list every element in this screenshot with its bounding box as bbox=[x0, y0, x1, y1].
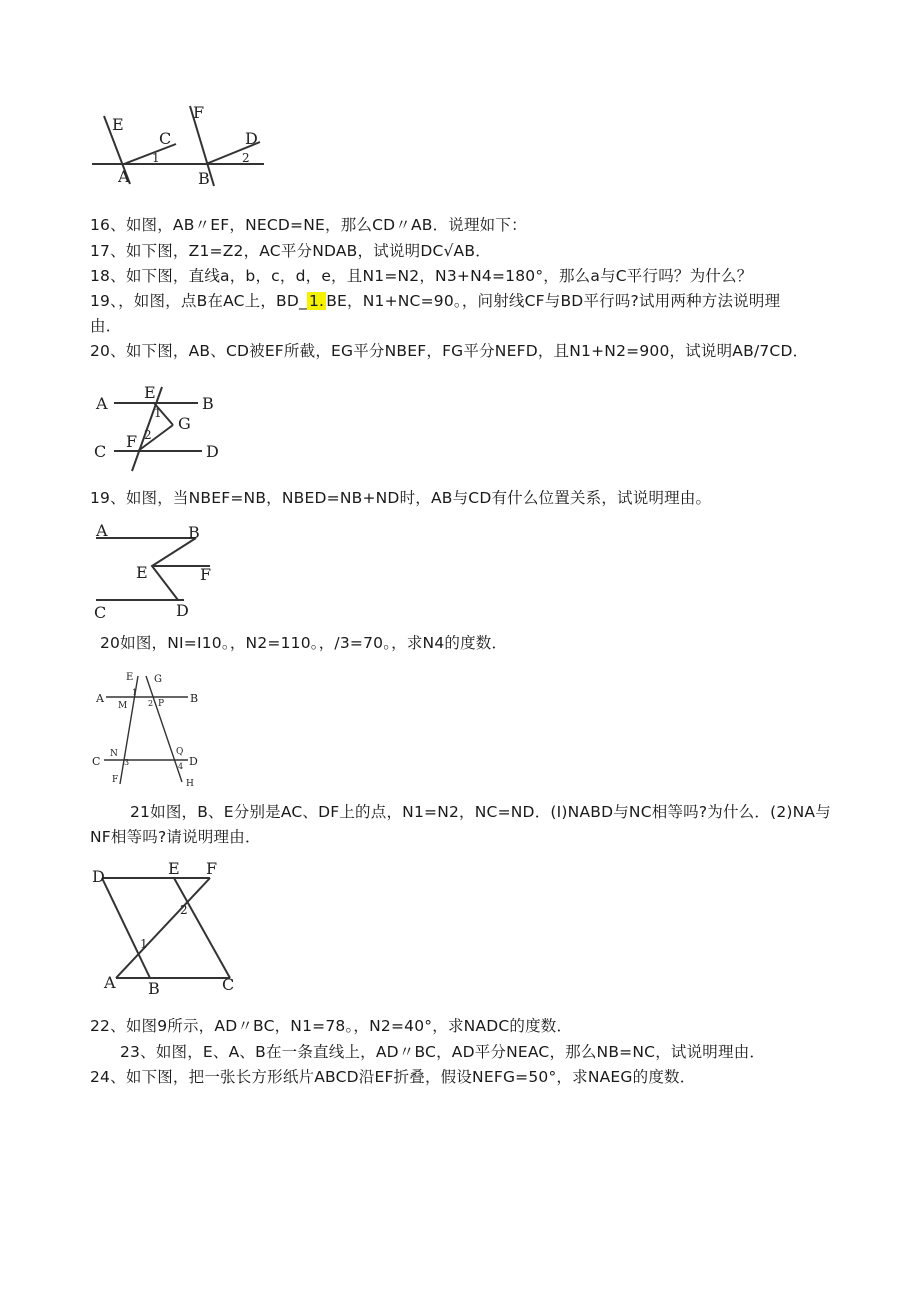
figure-parallelogram bbox=[90, 862, 240, 997]
question-17: 17、如下图，Z1=Z2，AC平分NDAB，试说明DC√AB． bbox=[90, 242, 491, 260]
question-19a-after: BE，N1+NC=90。，问射线CF与BD平行吗?试用两种方法说明理 bbox=[326, 292, 781, 310]
figure-four-lines bbox=[90, 668, 205, 792]
label-e: E bbox=[136, 563, 148, 582]
line-ec bbox=[174, 878, 230, 978]
label-a: A bbox=[118, 167, 130, 186]
label-c: C bbox=[94, 603, 107, 620]
question-21-continued: NF相等吗?请说明理由． bbox=[90, 828, 261, 846]
label-a: A bbox=[96, 692, 104, 705]
line-gh bbox=[146, 676, 182, 782]
question-19a bbox=[90, 290, 780, 312]
label-d: D bbox=[206, 442, 219, 461]
highlight-mark: 1. bbox=[308, 292, 325, 310]
label-1: 1 bbox=[140, 937, 148, 951]
label-g: G bbox=[154, 674, 162, 685]
figure-parallel-lines-2 bbox=[90, 383, 230, 475]
label-c: C bbox=[92, 755, 101, 768]
question-24: 24、如下图，把一张长方形纸片ABCD沿EF折叠，假设NEFG=50°，求NAEG的度数． bbox=[90, 1068, 696, 1086]
label-d: D bbox=[245, 129, 258, 148]
label-1: 1 bbox=[154, 406, 162, 420]
question-20a: 20、如下图，AB、CD被EF所截，EG平分NBEF，FG平分NEFD，且N1+N2=900，试说明AB/7CD． bbox=[90, 342, 809, 360]
label-2: 2 bbox=[148, 699, 154, 708]
label-4: 4 bbox=[178, 762, 184, 771]
question-20b: 20如图，NI=I10。，N2=110。，/3=70。，求N4的度数． bbox=[100, 634, 508, 652]
zigzag-bed bbox=[152, 538, 196, 600]
label-d: D bbox=[189, 755, 198, 768]
label-c: C bbox=[222, 975, 235, 994]
label-f: F bbox=[200, 565, 212, 584]
label-c: C bbox=[159, 129, 172, 148]
label-n: N bbox=[110, 749, 118, 759]
question-19a-continued: 由． bbox=[90, 317, 122, 335]
figure-parallel-lines-1 bbox=[88, 100, 273, 190]
label-h: H bbox=[186, 779, 194, 789]
label-1: 1 bbox=[152, 151, 160, 165]
label-e: E bbox=[112, 115, 124, 134]
question-16: 16、如图，AB〃EF，NECD=NE，那么CD〃AB．说理如下： bbox=[90, 216, 527, 234]
label-1: 1 bbox=[132, 688, 138, 697]
label-b: B bbox=[148, 979, 160, 997]
question-19a-before: 19、，如图，点B在AC上，BD_ bbox=[90, 292, 307, 310]
label-g: G bbox=[178, 414, 191, 433]
line-db bbox=[102, 878, 150, 978]
question-21: 21如图，B、E分别是AC、DF上的点，N1=N2，NC=ND．(I)NABD与NC相等吗?为什么．(2)NA与 bbox=[130, 803, 831, 821]
label-d: D bbox=[176, 601, 189, 620]
label-d: D bbox=[92, 867, 105, 886]
label-b: B bbox=[202, 394, 214, 413]
label-a: A bbox=[96, 394, 108, 413]
label-e: E bbox=[126, 672, 134, 683]
label-2: 2 bbox=[144, 428, 152, 442]
question-19b: 19、如图，当NBEF=NB，NBED=NB+ND时，AB与CD有什么位置关系，试说明理由。 bbox=[90, 489, 712, 507]
question-18: 18、如下图，直线a，b，c，d，e，且N1=N2，N3+N4=180°，那么a与C平行吗？为什么？ bbox=[90, 267, 753, 285]
label-m: M bbox=[118, 701, 128, 711]
label-e: E bbox=[144, 383, 156, 402]
label-2: 2 bbox=[180, 903, 188, 917]
label-e: E bbox=[168, 862, 180, 878]
label-b: B bbox=[190, 692, 199, 705]
label-c: C bbox=[94, 442, 107, 461]
label-3: 3 bbox=[124, 758, 130, 767]
label-b: B bbox=[188, 523, 200, 542]
question-22: 22、如图9所示，AD〃BC，N1=78。，N2=40°，求NADC的度数． bbox=[90, 1017, 573, 1035]
label-b: B bbox=[198, 169, 210, 188]
figure-zigzag bbox=[90, 520, 220, 620]
question-23: 23、如图，E、A、B在一条直线上，AD〃BC，AD平分NEAC，那么NB=NC，试说明理由． bbox=[120, 1043, 766, 1061]
label-q: Q bbox=[176, 747, 184, 757]
label-a: A bbox=[104, 973, 116, 992]
label-2: 2 bbox=[242, 151, 250, 165]
label-f: F bbox=[126, 432, 138, 451]
label-a: A bbox=[96, 521, 108, 540]
label-p: P bbox=[158, 699, 165, 709]
label-f: F bbox=[112, 775, 119, 785]
line-af bbox=[116, 878, 210, 978]
label-f: F bbox=[193, 103, 205, 122]
label-f: F bbox=[206, 862, 218, 878]
